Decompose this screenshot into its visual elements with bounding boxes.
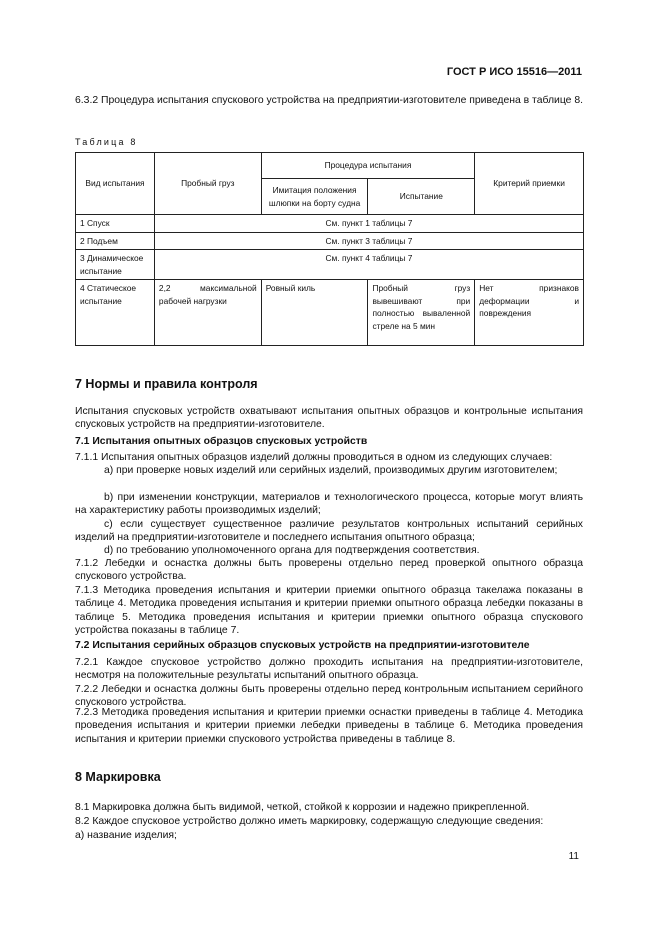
th-test: Испытание: [368, 179, 475, 215]
paragraph-7-1-2-text: 7.1.2 Лебедки и оснастка должны быть проверены отдельно перед проверкой опытного образца спускового устройства.: [75, 558, 583, 583]
item-b-text: b) при изменении конструкции, материалов и технологического процесса, которые могут влиять на характеристику работы производимых изделий;: [75, 492, 583, 517]
section-7-intro: [75, 405, 583, 432]
table-caption: Таблица 8: [75, 137, 138, 147]
paragraph-7-2-3-text: 7.2.3 Методика проведения испытания и критерии приемки оснастки приведены в таблице 4. Методика проведения испытания и критерии приемки лебедки приведены в таблице 6. Методика проведения испытания и критерии приемки спускового устройства приведены в таблице 8.: [75, 707, 583, 745]
item-d-text: d) по требованию уполномоченного органа для подтверждения соответствия.: [104, 545, 480, 556]
row2-kind: 2 Подъем: [76, 232, 155, 250]
item-c-text: c) если существует существенное различие результатов контрольных испытаний серийных изделий на предприятии-изготовителе и последнего испытания опытного образца;: [75, 519, 583, 544]
th-load: Пробный груз: [154, 153, 261, 215]
section-8-title: 8 Маркировка: [75, 770, 161, 784]
paragraph-7-1-2: [75, 557, 583, 584]
paragraph-7-2-1-text: 7.2.1 Каждое спусковое устройство должно проходить испытания на предприятии-изготовителе, несмотря на положительные результаты испытаний опытного образца.: [75, 657, 583, 682]
paragraph-8-1: [75, 801, 583, 814]
paragraph-8-1-text: 8.1 Маркировка должна быть видимой, четкой, стойкой к коррозии и надежно прикрепленной.: [75, 802, 530, 813]
row4-criterion: Нет признаков деформации и повреждения: [475, 280, 584, 346]
th-simulation: Имитация положения шлюпки на борту судна: [261, 179, 368, 215]
row2-ref: См. пункт 3 таблицы 7: [154, 232, 583, 250]
paragraph-7-1-1: 7.1.1 Испытания опытных образцов изделий должны проводиться в одном из следующих случаев:: [75, 452, 553, 463]
row3-ref: См. пункт 4 таблицы 7: [154, 250, 583, 280]
row4-test: Пробный груз вывешивают при полностью вываленной стреле на 5 мин: [368, 280, 475, 346]
item-b: [75, 491, 583, 518]
row4-kind: 4 Статическое испытание: [76, 280, 155, 346]
item-a-text: а) при проверке новых изделий или серийных изделий, производимых другим изготовителем;: [104, 465, 558, 476]
paragraph-7-1-3: [75, 584, 583, 638]
section-7-intro-text: Испытания спусковых устройств охватывают испытания опытных образцов и контрольные испытания спусковых устройств на предприятии-изготовителе.: [75, 406, 583, 431]
row3-kind: 3 Динамическое испытание: [76, 250, 155, 280]
page-number: 11: [568, 851, 579, 862]
row4-simulation: Ровный киль: [261, 280, 368, 346]
row1-kind: 1 Спуск: [76, 215, 155, 233]
item-8-a: а) название изделия;: [75, 830, 177, 841]
th-kind: Вид испытания: [76, 153, 155, 215]
document-code: ГОСТ Р ИСО 15516—2011: [446, 66, 582, 78]
subsection-7-2-title: 7.2 Испытания серийных образцов спусковых устройств на предприятии-изготовителе: [75, 640, 530, 651]
paragraph-8-2-text: 8.2 Каждое спусковое устройство должно иметь маркировку, содержащую следующие сведения:: [75, 816, 544, 827]
th-criterion: Критерий приемки: [475, 153, 584, 215]
table-8: [75, 152, 584, 346]
item-c: [75, 518, 583, 545]
paragraph-7-2-2-text: 7.2.2 Лебедки и оснастка должны быть проверены отдельно перед контрольным испытанием серийного спускового устройства.: [75, 684, 583, 709]
item-d: [75, 544, 583, 557]
th-procedure: Процедура испытания: [261, 153, 474, 179]
paragraph-6-3-2-text: 6.3.2 Процедура испытания спускового устройства на предприятии-изготовителе приведена в таблице 8.: [75, 95, 583, 106]
paragraph-7-2-3: [75, 706, 583, 746]
subsection-7-1-title: 7.1 Испытания опытных образцов спусковых устройств: [75, 436, 368, 447]
paragraph-7-1-3-text: 7.1.3 Методика проведения испытания и критерии приемки опытного образца такелажа показаны в таблице 4. Методика проведения испытания и критерии приемки опытного образца лебедки показаны в таблице 5. Методика проведения испытания и критерии приемки опытного образца спускового устройства показаны в таблице 7.: [75, 585, 583, 637]
paragraph-6-3-2: [75, 94, 583, 107]
paragraph-7-2-1: [75, 656, 583, 683]
paragraph-8-2: [75, 815, 583, 828]
section-7-title: 7 Нормы и правила контроля: [75, 377, 258, 391]
row4-load: 2,2 максимальной рабочей нагрузки: [154, 280, 261, 346]
item-a: [75, 464, 583, 477]
row1-ref: См. пункт 1 таблицы 7: [154, 215, 583, 233]
